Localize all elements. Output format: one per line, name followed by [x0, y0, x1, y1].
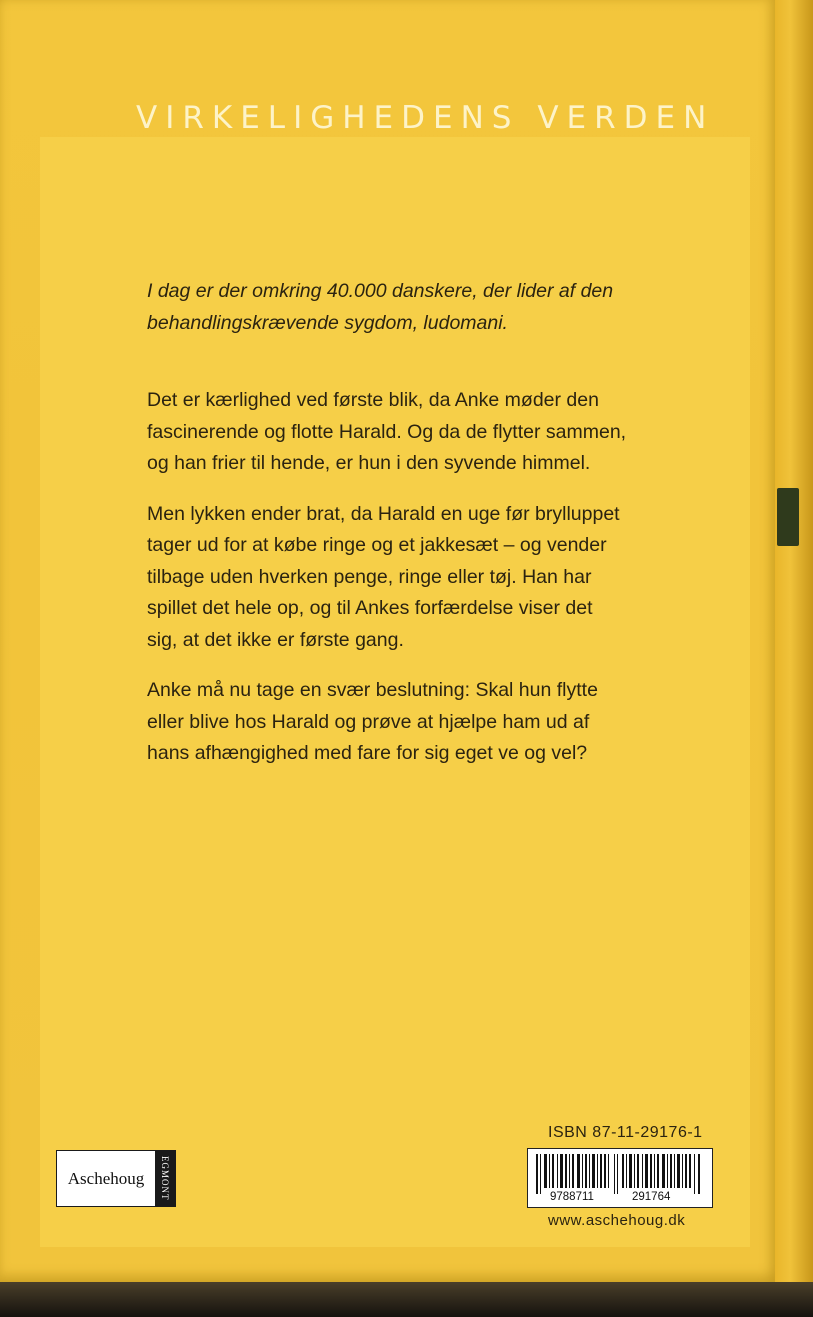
- book-spine: [775, 0, 813, 1282]
- publisher-website: www.aschehoug.dk: [548, 1212, 686, 1229]
- blurb: [147, 385, 627, 789]
- lead-text: I dag er der omkring 40.000 danskere, der lider af den behandlingskrævende sygdom, ludomani.: [147, 280, 614, 334]
- barcode-number-right: 291764: [632, 1191, 671, 1203]
- scan-shadow: [0, 1282, 813, 1317]
- barcode: [527, 1148, 713, 1208]
- barcode-bars-icon: [534, 1154, 706, 1194]
- blurb-paragraph: Anke må nu tage en svær beslutning: Skal hun flytte eller blive hos Harald og prøve at hjælpe ham ud af hans afhængighed med fare for sig eget ve og vel?: [147, 679, 598, 764]
- publisher-logo: [56, 1150, 176, 1207]
- publisher-name: Aschehoug: [67, 1168, 145, 1188]
- blurb-paragraph: Det er kærlighed ved første blik, da Anke møder den fascinerende og flotte Harald. Og da de flytter sammen, og han frier til hende, er hun i den syvende himmel.: [147, 389, 627, 474]
- isbn-label: ISBN 87-11-29176-1: [548, 1124, 703, 1141]
- series-title: VIRKELIGHEDENS VERDEN: [136, 100, 715, 136]
- blurb-paragraph: Men lykken ender brat, da Harald en uge før brylluppet tager ud for at købe ringe og et jakkesæt – og vender tilbage uden hverken penge, ringe eller tøj. Han har spillet det hele op, og til Ankes forfærdelse viser det sig, at det ikke er første gang.: [147, 502, 620, 651]
- publisher-imprint: EGMONT: [155, 1151, 175, 1206]
- barcode-number-left: 9788711: [550, 1191, 594, 1203]
- spine-logo-mark: [777, 488, 799, 546]
